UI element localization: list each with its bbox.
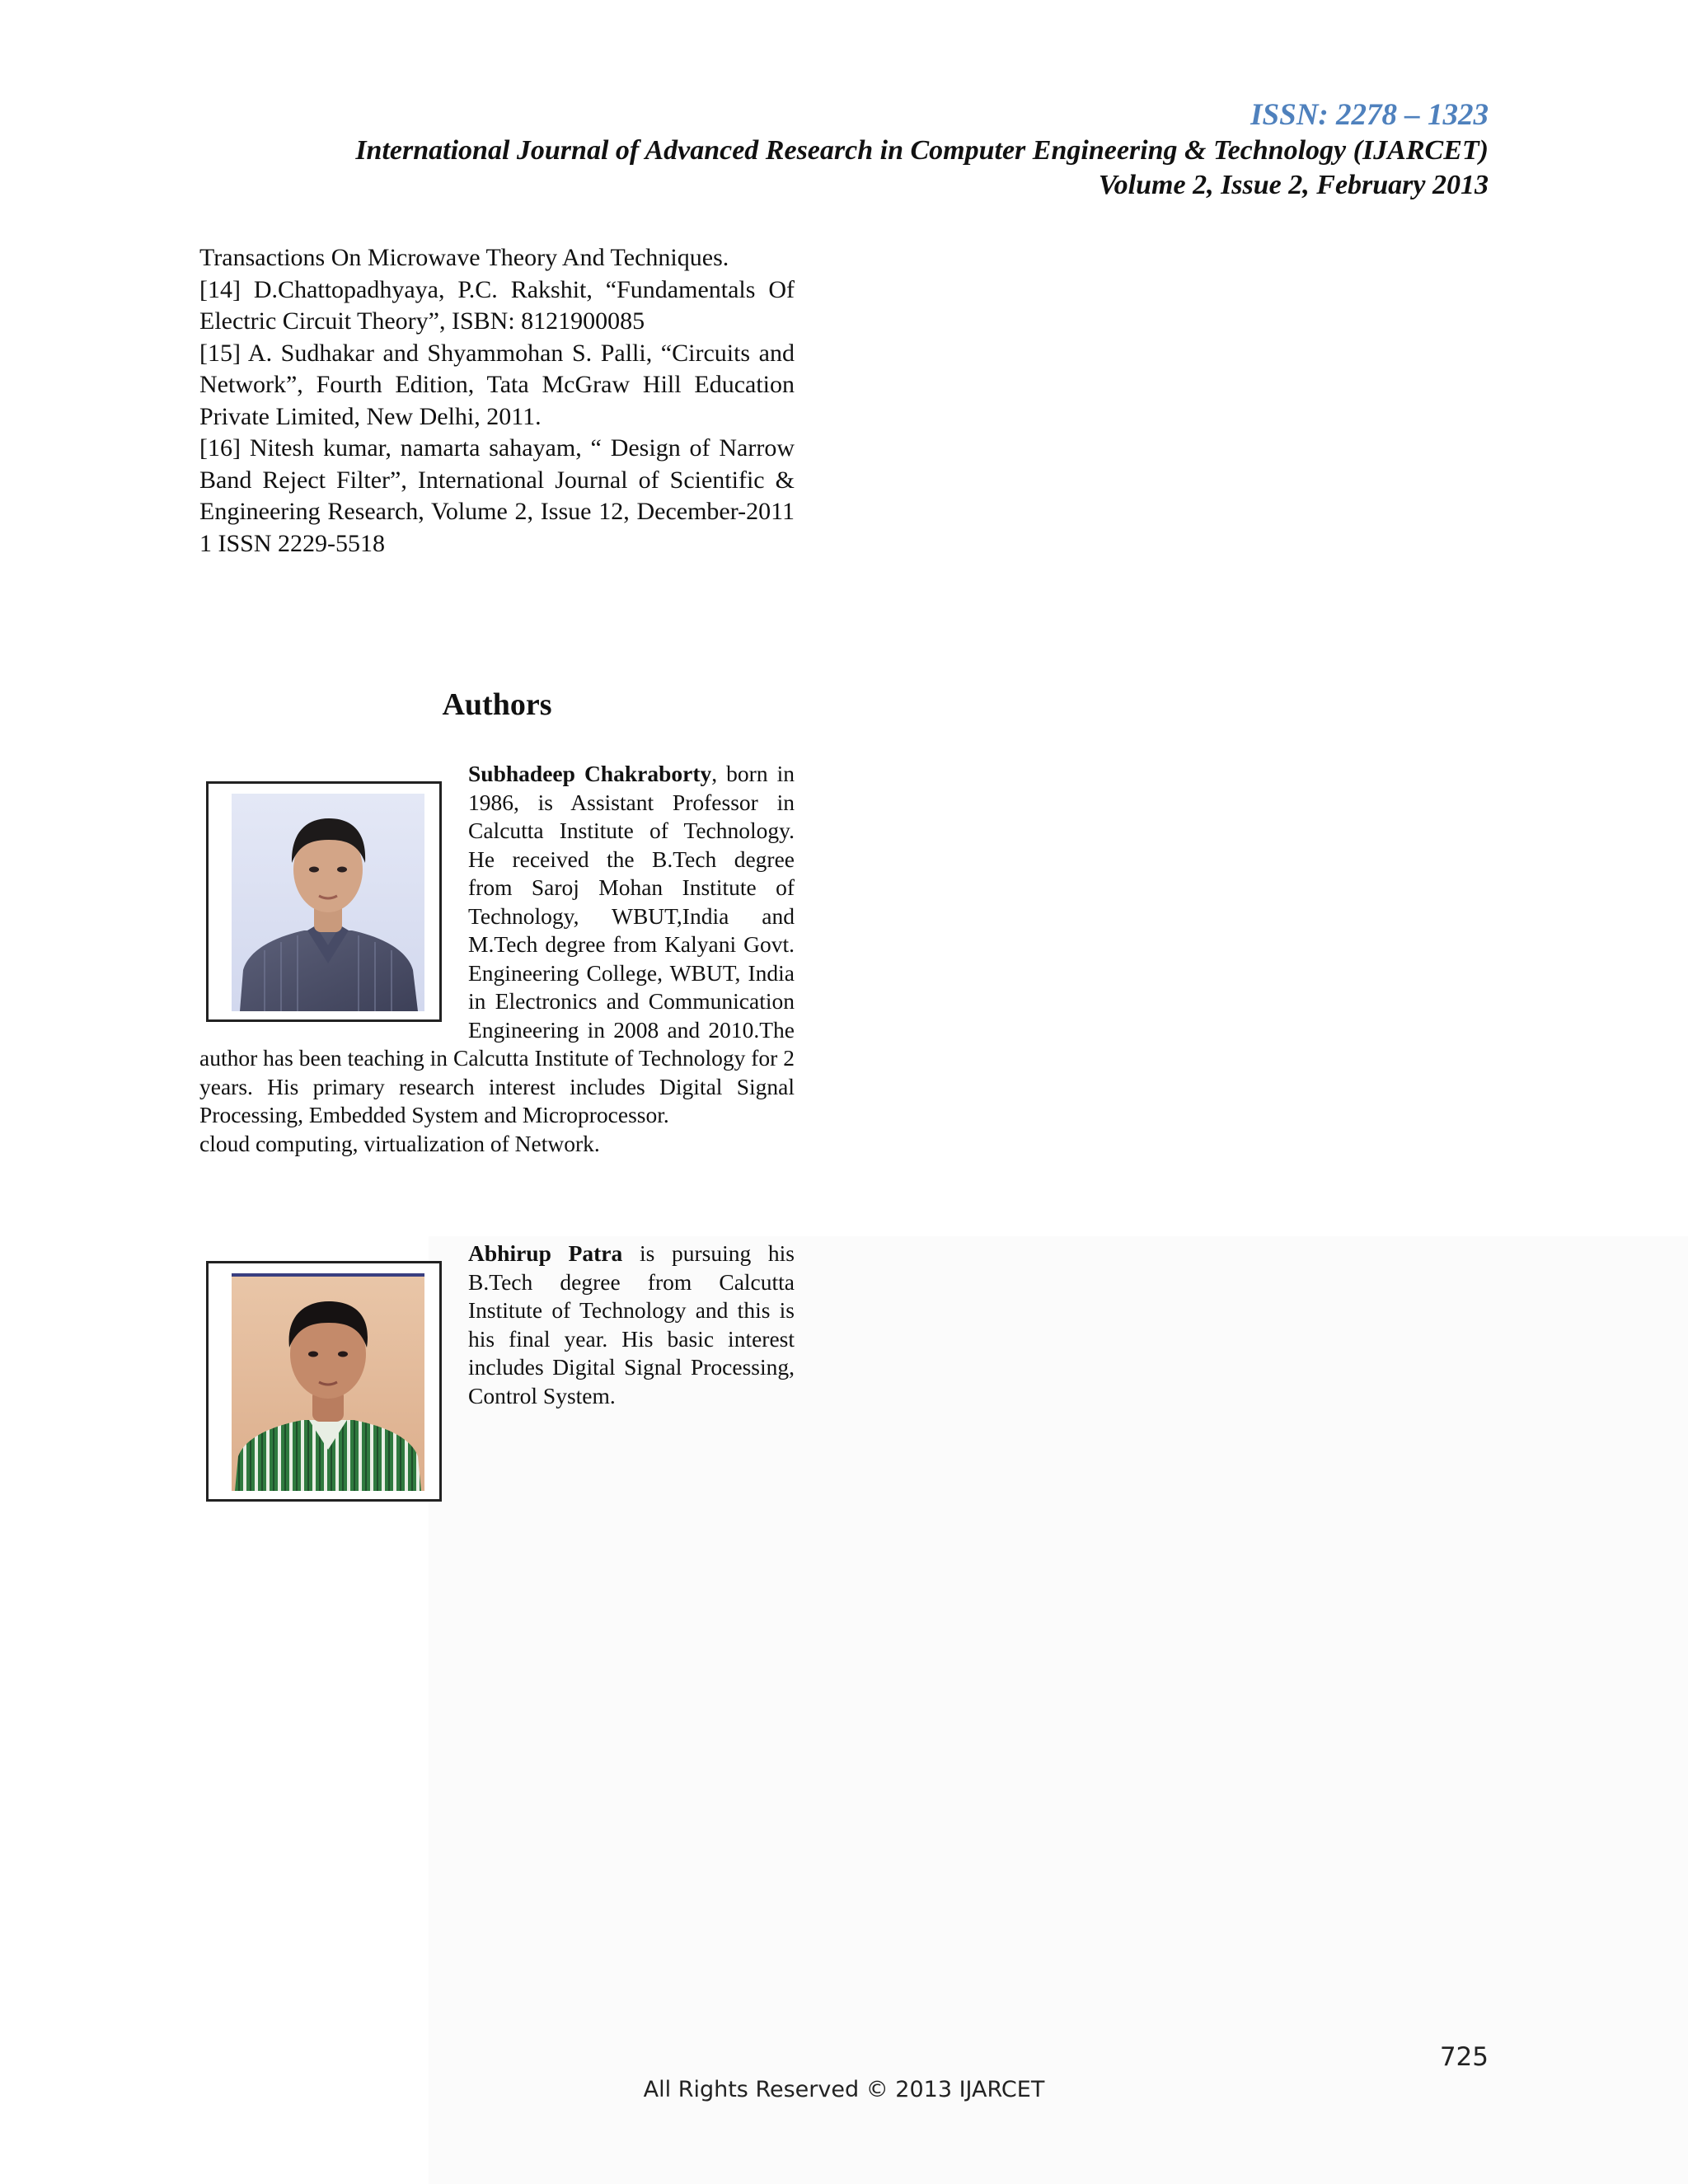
author-bio-text: , born in 1986, is Assistant Professor in Calcutta Institute of Technology. He received the B.Tech degree from Saroj Mohan Institute of Technology, WBUT,India and M.Tech degree from Kalyani Govt. Engineering College, WBUT, India in Electronics and Communication Engineering in 2008 and 2010.The author has been teaching in Calcutta Institute of Technology for 2 years. His primary research interest includes Digital Signal Processing, Embedded System and Microprocessor. [199,761,795,1127]
page-number: 725 [1439,2042,1489,2072]
author-bio-text: is pursuing his B.Tech degree from Calcutta Institute of Technology and this is his final year. His basic interest includes Digital Signal Processing, Control System. [468,1240,795,1408]
author-bio [199,1240,795,1505]
authors-heading: Authors [442,687,552,722]
author-photo [232,1273,424,1491]
reference-item: [15] A. Sudhakar and Shyammohan S. Palli, “Circuits and Network”, Fourth Edition, Tata McGraw Hill Education Private Limited, New Delhi, 2011. [199,339,795,430]
copyright-footer: All Rights Reserved © 2013 IJARCET [643,2077,1045,2102]
author-photo-frame [206,781,442,1022]
author-bio-tail: cloud computing, virtualization of Network. [199,1130,600,1156]
author-name: Subhadeep Chakraborty [468,761,712,786]
journal-title: International Journal of Advanced Research in Computer Engineering & Technology (IJARCET) [355,135,1489,166]
reference-item: [16] Nitesh kumar, namarta sahayam, “ Design of Narrow Band Reject Filter”, International Journal of Scientific & Engineering Research, Volume 2, Issue 12, December-2011 1 ISSN 2229-5518 [199,434,795,557]
journal-volume: Volume 2, Issue 2, February 2013 [1098,170,1489,200]
author-photo [232,794,424,1011]
journal-header [355,97,1489,203]
author-photo-frame [206,1261,442,1502]
references-list [199,242,795,560]
reference-item: [14] D.Chattopadhyaya, P.C. Rakshit, “Fundamentals Of Electric Circuit Theory”, ISBN: 8121900085 [199,275,795,335]
author-name: Abhirup Patra [468,1240,623,1266]
issn-label: ISSN: 2278 – 1323 [1250,98,1489,132]
author-bio [199,760,795,1158]
reference-item: Transactions On Microwave Theory And Techniques. [199,244,729,271]
